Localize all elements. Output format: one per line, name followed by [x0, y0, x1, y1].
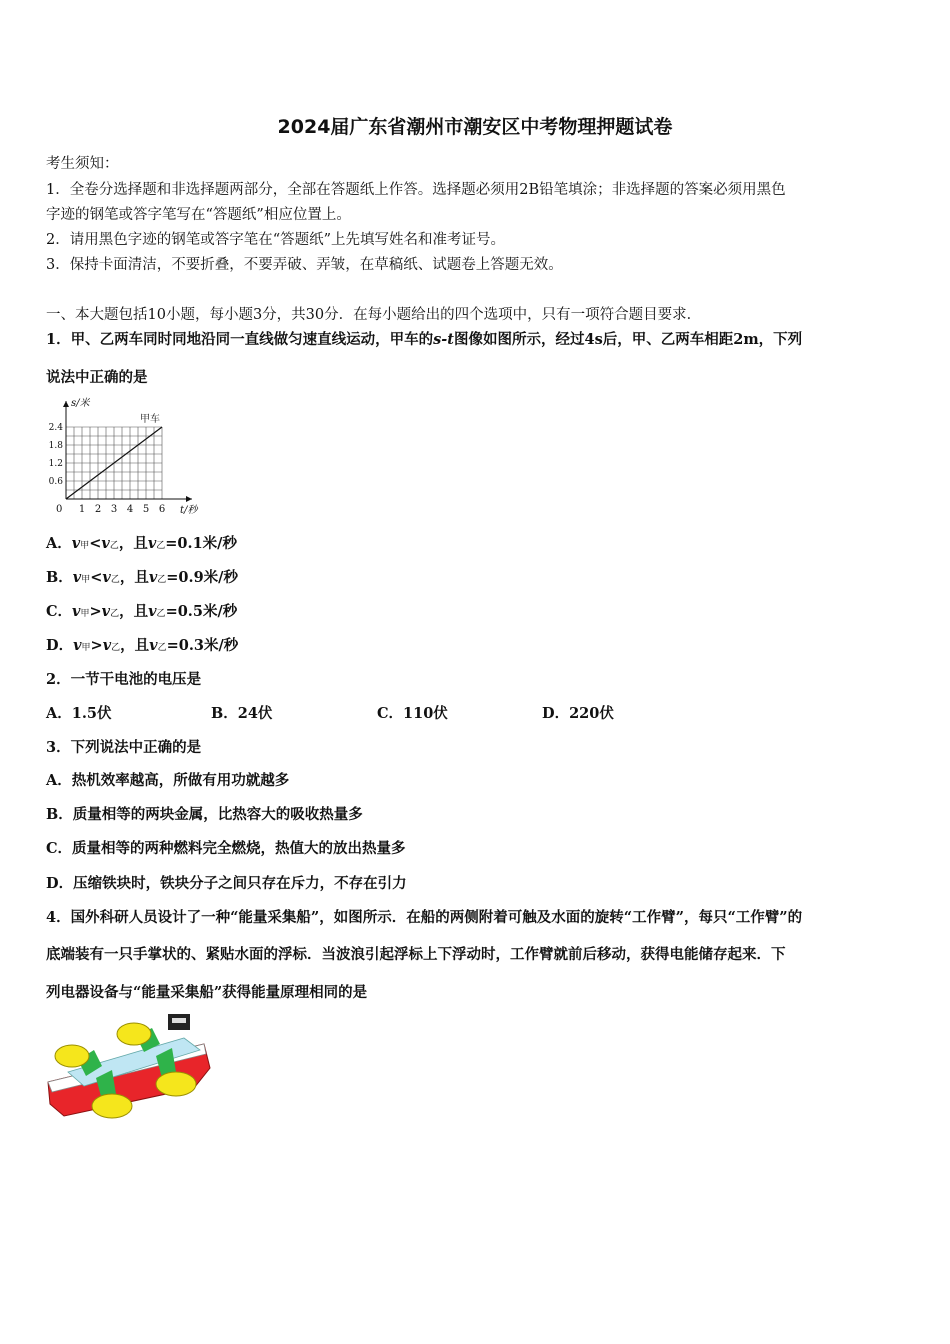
subscript: 乙	[157, 643, 167, 653]
velocity-symbol: v	[101, 603, 111, 620]
q2-option-c[interactable]: C．110伏	[377, 705, 448, 722]
conjunction: ，且	[118, 535, 148, 552]
notice-item: 3．保持卡面清洁，不要折叠，不要弄破、弄皱，在草稿纸、试题卷上答题无效。	[46, 257, 563, 273]
float-buoy	[55, 1045, 89, 1067]
q1-text-a: 1．甲、乙两车同时同地沿同一直线做匀速直线运动，甲车的	[46, 331, 434, 348]
q2-option-a[interactable]: A．1.5伏	[46, 705, 112, 722]
option-label: B．	[46, 569, 73, 586]
q1-text-b: 图像如图所示，经过4s后，甲、乙两车相距2m，下列	[453, 331, 803, 348]
conjunction: ，且	[120, 637, 150, 654]
question-2-stem: 2．一节干电池的电压是	[46, 671, 202, 688]
x-tick-label: 3	[110, 504, 118, 515]
x-tick-label: 4	[126, 504, 134, 515]
relation: <	[89, 535, 102, 552]
option-label: D．	[46, 637, 74, 654]
subscript: 乙	[111, 643, 121, 653]
q1-option-c[interactable]	[46, 600, 237, 621]
notice-heading: 考生须知：	[46, 156, 119, 172]
subscript: 甲	[81, 643, 91, 653]
velocity-symbol: v	[102, 569, 111, 586]
y-axis-arrow	[63, 401, 69, 407]
velocity-symbol: v	[148, 603, 157, 620]
velocity-symbol: v	[101, 535, 110, 552]
float-buoy	[92, 1094, 132, 1118]
q3-option-b[interactable]: B．质量相等的两块金属，比热容大的吸收热量多	[46, 806, 363, 823]
option-label: C．	[46, 603, 73, 620]
s-t-graph	[44, 393, 214, 521]
relation: <	[90, 569, 103, 586]
subscript: 乙	[110, 609, 120, 619]
page-title: 2024届广东省潮州市潮安区中考物理押题试卷	[277, 116, 673, 138]
float-buoy	[156, 1072, 196, 1096]
x-axis-arrow	[186, 496, 192, 502]
option-value: =0.1米/秒	[165, 535, 237, 552]
x-axis-label: t/秒	[180, 505, 198, 516]
x-tick-label: 2	[94, 504, 102, 515]
series-label: 甲车	[140, 414, 160, 425]
question-1-stem-cont: 说法中正确的是	[46, 369, 148, 386]
y-tick-label: 1.8	[48, 441, 63, 451]
relation: >	[90, 637, 103, 654]
q1-option-d[interactable]	[46, 634, 238, 655]
notice-item: 1．全卷分选择题和非选择题两部分，全部在答题纸上作答。选择题必须用2B铅笔填涂；非选择题的答案必须用黑色	[46, 182, 786, 198]
subscript: 甲	[80, 541, 90, 551]
option-value: =0.5米/秒	[165, 603, 238, 620]
subscript: 甲	[80, 609, 90, 619]
option-value: =0.9米/秒	[166, 569, 238, 586]
y-tick-label: 1.2	[48, 459, 63, 469]
q1-variable: s-t	[433, 331, 454, 348]
y-tick-label: 0.6	[48, 477, 63, 487]
q3-option-d[interactable]: D．压缩铁块时，铁块分子之间只存在斥力，不存在引力	[46, 875, 407, 892]
cabin-window	[172, 1018, 186, 1023]
notice-item: 2．请用黑色字迹的钢笔或答字笔在“答题纸”上先填写姓名和准考证号。	[46, 232, 506, 248]
q1-option-a[interactable]	[46, 532, 237, 553]
energy-harvesting-boat-illustration	[44, 1008, 214, 1123]
y-axis-label: s/米	[71, 398, 90, 409]
x-tick-label: 5	[142, 504, 150, 515]
notice-item: 字迹的钢笔或答字笔写在“答题纸”相应位置上。	[46, 207, 351, 223]
section-heading: 一、本大题包括10小题，每小题3分，共30分．在每小题给出的四个选项中，只有一项符合题目要求．	[46, 307, 702, 323]
velocity-symbol: v	[73, 637, 82, 654]
x-tick-label: 6	[158, 504, 166, 515]
x-tick-label: 1	[78, 504, 86, 515]
q2-option-d[interactable]: D．220伏	[542, 705, 614, 722]
subscript: 乙	[156, 609, 166, 619]
conjunction: ，且	[119, 603, 149, 620]
velocity-symbol: v	[148, 569, 158, 586]
question-4-stem: 4．国外科研人员设计了一种“能量采集船”，如图所示．在船的两侧附着可触及水面的旋转“工作臂”，每只“工作臂”的	[46, 909, 803, 926]
q2-option-b[interactable]: B．24伏	[211, 705, 273, 722]
q3-option-c[interactable]: C．质量相等的两种燃料完全燃烧，热值大的放出热量多	[46, 840, 406, 857]
velocity-symbol: v	[72, 603, 81, 620]
q1-option-b[interactable]	[46, 566, 238, 587]
question-4-stem-cont: 底端装有一只手掌状的、紧贴水面的浮标．当波浪引起浮标上下浮动时，工作臂就前后移动，获得电能储存起来．下	[46, 946, 786, 963]
conjunction: ，且	[119, 569, 149, 586]
velocity-symbol: v	[147, 535, 157, 552]
subscript: 乙	[157, 575, 167, 585]
velocity-symbol: v	[72, 569, 82, 586]
relation: >	[89, 603, 102, 620]
question-1-stem	[46, 328, 802, 349]
subscript: 乙	[110, 575, 120, 585]
y-tick-label: 2.4	[48, 423, 63, 433]
option-label: A．	[46, 535, 72, 552]
velocity-symbol: v	[149, 637, 158, 654]
float-buoy	[117, 1023, 151, 1045]
subscript: 乙	[109, 541, 119, 551]
velocity-symbol: v	[71, 535, 81, 552]
option-value: =0.3米/秒	[166, 637, 239, 654]
question-4-stem-cont: 列电器设备与“能量采集船”获得能量原理相同的是	[46, 984, 368, 1001]
q3-option-a[interactable]: A．热机效率越高，所做有用功就越多	[46, 772, 290, 789]
question-3-stem: 3．下列说法中正确的是	[46, 739, 202, 756]
subscript: 甲	[81, 575, 91, 585]
velocity-symbol: v	[102, 637, 112, 654]
subscript: 乙	[156, 541, 166, 551]
origin-label: 0	[56, 504, 63, 515]
